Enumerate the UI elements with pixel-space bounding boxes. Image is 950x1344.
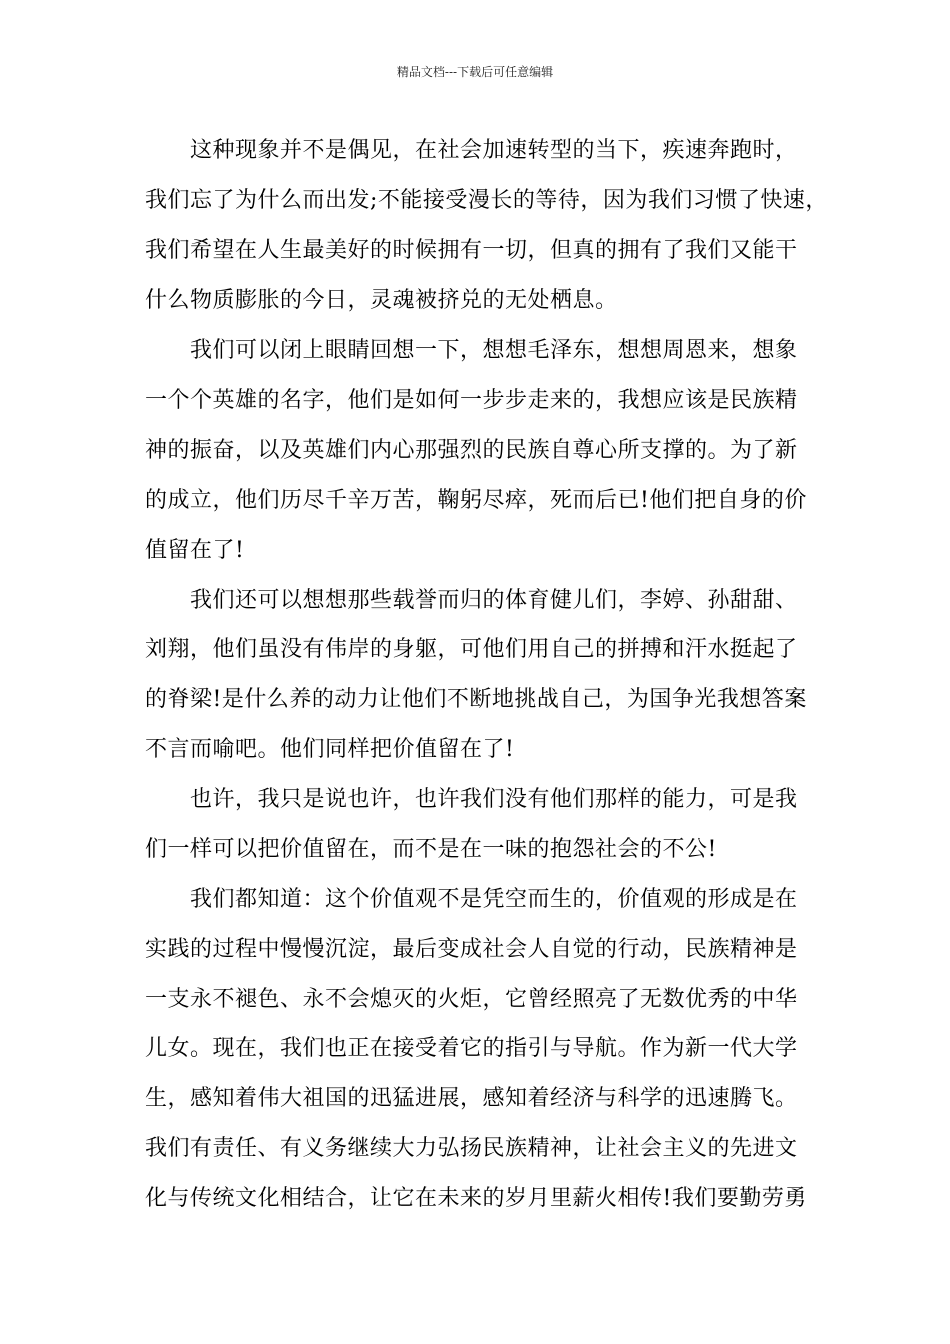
paragraph-line: 我们可以闭上眼睛回想一下，想想毛泽东，想想周恩来，想象 — [190, 338, 798, 363]
paragraph-line: 神的振奋，以及英雄们内心那强烈的民族自尊心所支撑的。为了新 — [145, 438, 798, 463]
paragraph-line: 这种现象并不是偶见，在社会加速转型的当下，疾速奔跑时， — [190, 138, 798, 163]
paragraph-line: 我们有责任、有义务继续大力弘扬民族精神，让社会主义的先进文 — [145, 1136, 798, 1161]
paragraph-line: 儿女。现在，我们也正在接受着它的指引与导航。作为新一代大学 — [145, 1036, 798, 1061]
page-header: 精品文档---下载后可任意编辑 — [396, 65, 554, 79]
paragraph-line: 不言而喻吧。他们同样把价值留在了! — [145, 737, 515, 762]
paragraph-line: 实践的过程中慢慢沉淀，最后变成社会人自觉的行动，民族精神是 — [145, 937, 798, 962]
paragraph-line: 我们都知道：这个价值观不是凭空而生的，价值观的形成是在 — [190, 887, 798, 912]
paragraph-line: 化与传统文化相结合，让它在未来的岁月里薪火相传!我们要勤劳勇 — [145, 1186, 807, 1211]
paragraph-line: 们一样可以把价值留在，而不是在一味的抱怨社会的不公! — [145, 837, 717, 862]
paragraph-line: 什么物质膨胀的今日，灵魂被挤兑的无处栖息。 — [145, 288, 618, 313]
paragraph-line: 的脊梁!是什么养的动力让他们不断地挑战自己，为国争光我想答案 — [145, 687, 807, 712]
paragraph-line: 值留在了! — [145, 538, 245, 563]
paragraph-line: 我们忘了为什么而出发;不能接受漫长的等待，因为我们习惯了快速， — [145, 188, 828, 213]
paragraph-line: 刘翔，他们虽没有伟岸的身躯，可他们用自己的拼搏和汗水挺起了 — [145, 637, 798, 662]
paragraph-line: 我们还可以想想那些载誉而归的体育健儿们，李婷、孙甜甜、 — [190, 588, 798, 613]
paragraph-line: 我们希望在人生最美好的时候拥有一切，但真的拥有了我们又能干 — [145, 238, 798, 263]
paragraph-line: 生，感知着伟大祖国的迅猛进展，感知着经济与科学的迅速腾飞。 — [145, 1086, 798, 1111]
paragraph-line: 的成立，他们历尽千辛万苦，鞠躬尽瘁，死而后已!他们把自身的价 — [145, 488, 807, 513]
paragraph-line: 一支永不褪色、永不会熄灭的火炬，它曾经照亮了无数优秀的中华 — [145, 987, 798, 1012]
paragraph-line: 也许，我只是说也许，也许我们没有他们那样的能力，可是我 — [190, 787, 798, 812]
paragraph-line: 一个个英雄的名字，他们是如何一步步走来的，我想应该是民族精 — [145, 388, 798, 413]
